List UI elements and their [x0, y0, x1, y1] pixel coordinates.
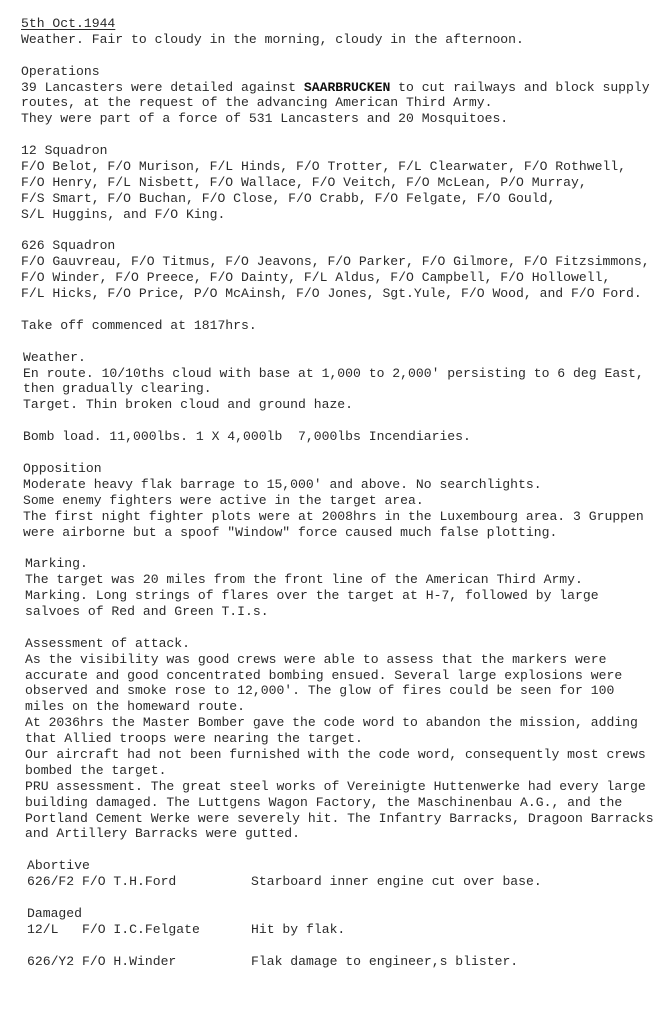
crew-list-line: F/O Belot, F/O Murison, F/L Hinds, F/O Trotter, F/L Clearwater, F/O Rothwell,: [21, 159, 627, 175]
weather-line: En route. 10/10ths cloud with base at 1,000 to 2,000' persisting to 6 deg East,: [23, 365, 644, 381]
marking-line: The target was 20 miles from the front line of the American Third Army.: [25, 572, 583, 588]
operations-text: 39 Lancasters were detailed against: [21, 79, 304, 95]
spacer: [21, 842, 666, 858]
spacer: [21, 890, 666, 906]
operations-record: [21, 16, 666, 969]
crew-list-line: F/O Henry, F/L Nisbett, F/O Wallace, F/O Veitch, F/O McLean, P/O Murray,: [21, 174, 587, 190]
squadron-12-heading: 12 Squadron: [21, 143, 108, 159]
damaged-entry: [27, 954, 666, 970]
opposition-heading: Opposition: [23, 460, 102, 476]
marking-line: salvoes of Red and Green T.I.s.: [25, 603, 269, 619]
weather-line: then gradually clearing.: [23, 381, 212, 397]
marking-heading: Marking.: [25, 556, 88, 572]
operations-text: to cut railways and block supply: [390, 79, 650, 95]
squadron-626-section: [21, 238, 666, 302]
crew-list-line: F/S Smart, F/O Buchan, F/O Close, F/O Crabb, F/O Felgate, F/O Gould,: [21, 190, 556, 206]
operations-line: They were part of a force of 531 Lancasters and 20 Mosquitoes.: [21, 111, 509, 127]
assessment-line: and Artillery Barracks were gutted.: [25, 826, 301, 842]
damaged-section: [21, 906, 666, 970]
incident-note: Hit by flak.: [251, 921, 346, 937]
takeoff-time: Take off commenced at 1817hrs.: [21, 317, 257, 333]
assessment-line: At 2036hrs the Master Bomber gave the code word to abandon the mission, adding: [25, 715, 638, 731]
spacer: [27, 938, 666, 954]
assessment-line: PRU assessment. The great steel works of Vereinigte Huttenwerke had every large: [25, 778, 646, 794]
weather-section: [21, 350, 666, 414]
assessment-line: Portland Cement Werke were severely hit. The Infantry Barracks, Dragoon Barracks: [25, 810, 654, 826]
crew-list-line: F/O Gauvreau, F/O Titmus, F/O Jeavons, F/O Parker, F/O Gilmore, F/O Fitzsimmons,: [21, 254, 650, 270]
weather-summary: Weather. Fair to cloudy in the morning, cloudy in the afternoon.: [21, 31, 524, 47]
spacer: [21, 48, 666, 64]
weather-heading: Weather.: [23, 349, 86, 365]
opposition-line: The first night fighter plots were at 2008hrs in the Luxembourg area. 3 Gruppen: [23, 508, 644, 524]
damaged-heading: Damaged: [27, 905, 83, 921]
spacer: [21, 540, 666, 556]
date-heading: 5th Oct.1944: [21, 16, 116, 31]
abortive-section: [21, 858, 666, 890]
damaged-entry: [27, 922, 666, 938]
bomb-load: Bomb load. 11,000lbs. 1 X 4,000lb 7,000lbs Incendiaries.: [23, 429, 471, 445]
aircraft-crew: 626/F2 F/O T.H.Ford: [27, 874, 177, 890]
assessment-line: Our aircraft had not been furnished with the code word, consequently most crews: [25, 746, 646, 762]
assessment-line: bombed the target.: [25, 762, 167, 778]
operations-line: routes, at the request of the advancing American Third Army.: [21, 95, 493, 111]
operations-heading: Operations: [21, 63, 100, 79]
aircraft-crew: 626/Y2 F/O H.Winder: [27, 953, 177, 969]
assessment-heading: Assessment of attack.: [25, 635, 191, 651]
squadron-626-heading: 626 Squadron: [21, 238, 116, 254]
incident-note: Starboard inner engine cut over base.: [251, 874, 542, 890]
abortive-heading: Abortive: [27, 858, 90, 874]
spacer: [21, 334, 666, 350]
spacer: [21, 413, 666, 429]
spacer: [21, 302, 666, 318]
assessment-line: that Allied troops were nearing the target.: [25, 731, 363, 747]
weather-line: Target. Thin broken cloud and ground haze.: [23, 397, 354, 413]
operations-line: [21, 80, 666, 96]
crew-list-line: S/L Huggins, and F/O King.: [21, 206, 226, 222]
assessment-line: As the visibility was good crews were able to assess that the markers were: [25, 651, 607, 667]
opposition-line: Moderate heavy flak barrage to 15,000' and above. No searchlights.: [23, 476, 542, 492]
crew-list-line: F/L Hicks, F/O Price, P/O McAinsh, F/O Jones, Sgt.Yule, F/O Wood, and F/O Ford.: [21, 286, 642, 302]
marking-section: [21, 556, 666, 620]
assessment-line: building damaged. The Luttgens Wagon Factory, the Maschinenbau A.G., and the: [25, 794, 623, 810]
spacer: [21, 127, 666, 143]
assessment-section: [21, 636, 666, 843]
target-name: SAARBRUCKEN: [303, 79, 391, 95]
assessment-line: accurate and good concentrated bombing ensued. Several large explosions were: [25, 667, 623, 683]
operations-section: [21, 64, 666, 128]
opposition-line: Some enemy fighters were active in the target area.: [23, 492, 424, 508]
squadron-12-section: [21, 143, 666, 222]
assessment-line: miles on the homeward route.: [25, 699, 246, 715]
spacer: [21, 223, 666, 239]
opposition-line: were airborne but a spoof "Window" force caused much false plotting.: [23, 524, 558, 540]
incident-note: Flak damage to engineer,s blister.: [251, 953, 519, 969]
aircraft-crew: 12/L F/O I.C.Felgate: [27, 921, 200, 937]
entry-date: [21, 16, 666, 32]
spacer: [21, 620, 666, 636]
assessment-line: observed and smoke rose to 12,000'. The glow of fires could be seen for 100: [25, 683, 615, 699]
crew-list-line: F/O Winder, F/O Preece, F/O Dainty, F/L Aldus, F/O Campbell, F/O Hollowell,: [21, 270, 611, 286]
abortive-entry: [27, 874, 666, 890]
spacer: [21, 445, 666, 461]
marking-line: Marking. Long strings of flares over the target at H-7, followed by large: [25, 588, 599, 604]
opposition-section: [21, 461, 666, 540]
